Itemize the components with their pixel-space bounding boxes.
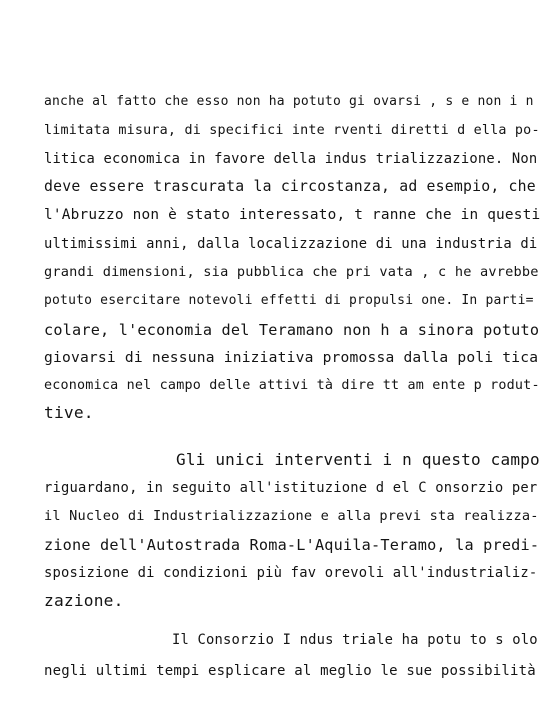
text-line: l'Abruzzo non è stato interessato, t ranne che in questi [44, 207, 541, 223]
text-line: giovarsi di nessuna iniziativa promossa dalla poli tica [44, 349, 539, 366]
text-line: economica nel campo delle attivi tà dire tt am ente p rodut- [44, 378, 540, 393]
text-line: il Nucleo di Industrializzazione e alla previ sta realizza- [44, 508, 539, 524]
text-line: tive. [44, 403, 94, 422]
text-line: Il Consorzio I ndus triale ha potu to s olo [172, 632, 538, 648]
text-line: deve essere trascurata la circostanza, ad esempio, che [44, 178, 536, 195]
text-line: riguardano, in seguito all'istituzione d el C onsorzio per [44, 480, 538, 496]
text-line: zione dell'Autostrada Roma-L'Aquila-Teramo, la predi- [44, 536, 540, 554]
text-line: ultimissimi anni, dalla localizzazione di una industria di [44, 236, 538, 252]
text-line: anche al fatto che esso non ha potuto gi ovarsi , s e non i n [44, 94, 534, 109]
text-line: potuto esercitare notevoli effetti di propulsi one. In parti= [44, 293, 534, 308]
text-line: colare, l'economia del Teramano non h a sinora potuto [44, 321, 540, 339]
text-line: Gli unici interventi i n questo campo [176, 450, 540, 469]
text-line: grandi dimensioni, sia pubblica che pri vata , c he avrebbe [44, 264, 539, 280]
text-line: litica economica in favore della indus trializzazione. Non [44, 151, 538, 167]
text-line: limitata misura, di specifici inte rventi diretti d ella po- [44, 123, 540, 138]
text-line: zazione. [44, 591, 124, 610]
text-line: sposizione di condizioni più fav orevoli all'industrializ- [44, 565, 538, 581]
text-line: negli ultimi tempi esplicare al meglio le sue possibilità [44, 663, 536, 679]
